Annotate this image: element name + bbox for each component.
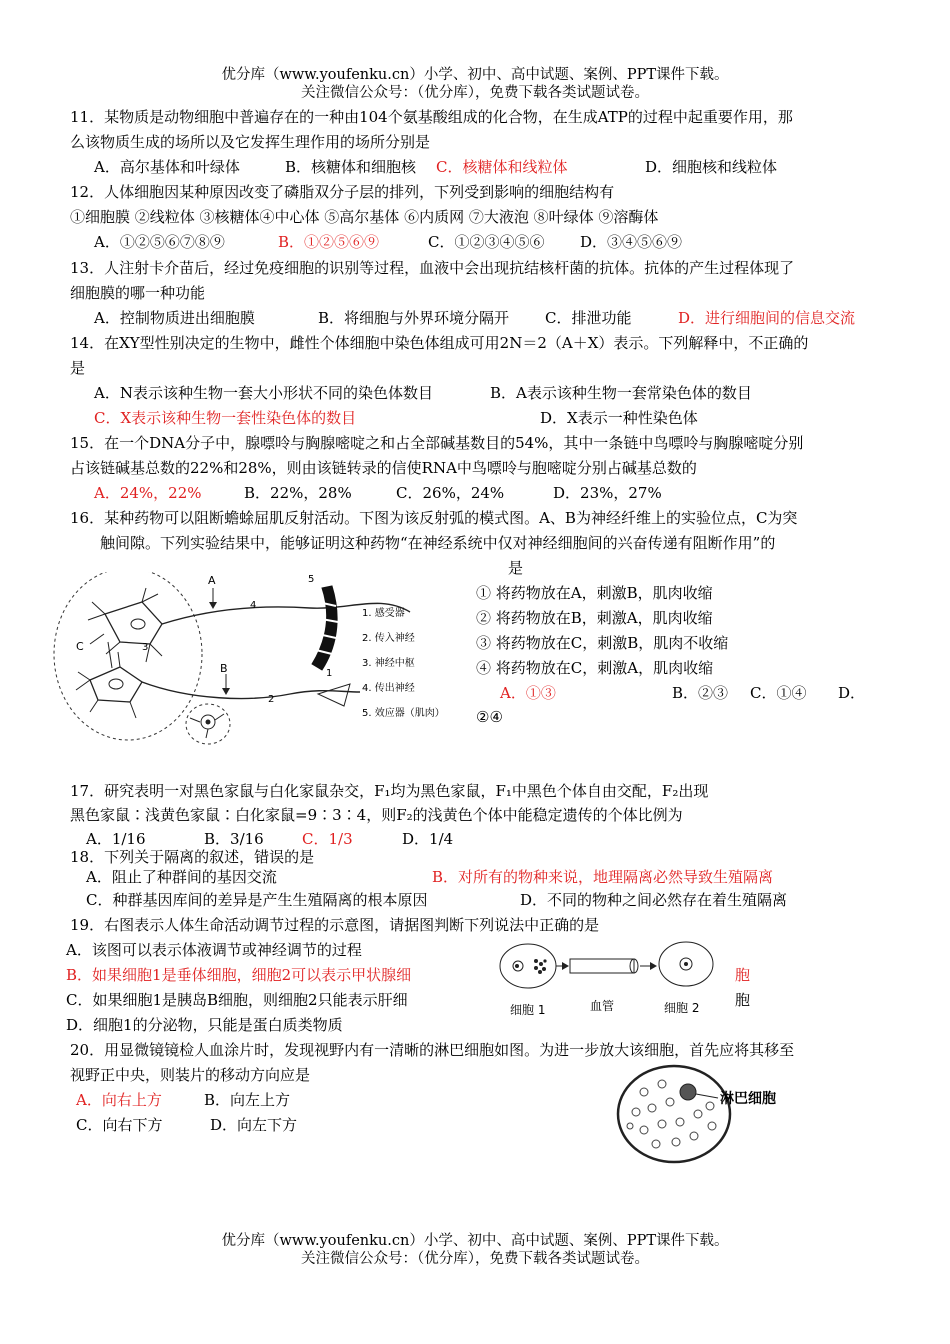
q19-option-a: A．该图可以表示体液调节或神经调节的过程 [66, 941, 362, 959]
label-4: 4 [250, 600, 257, 611]
upper-neuron-dendrites [88, 588, 162, 662]
q13-stem-1: 13．人注射卡介苗后，经过免疫细胞的识别等过程，血液中会出现抗结核杆菌的抗体。抗体的产生过程体现了 [70, 259, 795, 277]
q17-stem-1: 17．研究表明一对黑色家鼠与白化家鼠杂交，F₁均为黑色家鼠，F₁中黑色个体自由交配，F₂出现 [70, 782, 709, 800]
q13-option-b: B．将细胞与外界环境分隔开 [318, 309, 510, 327]
cell-1 [500, 944, 556, 988]
q17-option-a: A．1/16 [86, 830, 146, 848]
label-1: 1 [326, 668, 333, 679]
lower-neuron-body [90, 667, 142, 702]
label-c: C [76, 640, 84, 653]
q18-option-b: B．对所有的物种来说，地理隔离必然导致生殖隔离 [432, 868, 774, 886]
q11-option-b: B．核糖体和细胞核 [285, 158, 417, 176]
q12-option-a: A．①②⑤⑥⑦⑧⑨ [94, 233, 225, 251]
red-blood-cells [627, 1080, 716, 1148]
receptor [318, 684, 350, 706]
q11-option-a: A．高尔基体和叶绿体 [94, 158, 240, 176]
q19-option-c: C．如果细胞1是胰岛B细胞，则细胞2只能表示肝细 [66, 991, 408, 1009]
q14-option-c: C．X表示该种生物一套性染色体的数目 [94, 409, 357, 427]
q14-stem-1: 14．在XY型性别决定的生物中，雌性个体细胞中染色体组成可用2N＝2（A＋X）表示。下列解释中，不正确的 [70, 334, 809, 352]
q20-stem-2: 视野正中央，则装片的移动方向应是 [70, 1066, 311, 1084]
q16-statement-2: ② 将药物放在B，刺激A，肌肉收缩 [476, 609, 713, 627]
header-line-2: 关注微信公众号：（优分库），免费下载各类试题试卷。 [301, 85, 649, 101]
q18-option-a: A．阻止了种群间的基因交流 [86, 868, 277, 886]
q15-option-a: A．24%，22% [94, 484, 202, 502]
q13-option-a: A．控制物质进出细胞膜 [94, 309, 255, 327]
upper-neuron-nucleus [131, 619, 145, 629]
neural-center-ellipse [54, 572, 202, 740]
q12-option-c: C．①②③④⑤⑥ [428, 233, 545, 251]
q15-option-d: D．23%，27% [553, 484, 662, 502]
q15-option-b: B．22%，28% [244, 484, 352, 502]
label-2: 2 [268, 694, 275, 705]
afferent-nerve [142, 682, 360, 698]
q20-option-b: B．向左上方 [204, 1091, 291, 1109]
label-cell-1: 细胞 1 [510, 1003, 546, 1017]
label-cell-2: 细胞 2 [664, 1001, 700, 1015]
q16-stem-2: 触间隙。下列实验结果中，能够证明这种药物“在神经系统中仅对神经细胞间的兴奋传递有阻断作用”的 [100, 534, 776, 552]
blood-vessel [570, 959, 634, 973]
q12-option-d: D．③④⑤⑥⑨ [580, 233, 683, 251]
q12-items: ①细胞膜 ②线粒体 ③核糖体④中心体 ⑤高尔基体 ⑥内质网 ⑦大液泡 ⑧叶绿体 ⑨溶酶体 [70, 208, 659, 226]
q19-stem: 19．右图表示人体生命活动调节过程的示意图，请据图判断下列说法中正确的是 [70, 916, 600, 934]
upper-neuron-body [105, 602, 162, 644]
q15-stem-2: 占该链碱基总数的22%和28%，则由该链转录的信使RNA中鸟嘌呤与胞嘧啶分别占碱基总数的 [70, 459, 697, 477]
q18-stem: 18．下列关于隔离的叙述，错误的是 [70, 848, 315, 866]
legend-4: 4. 传出神经 [362, 683, 415, 694]
q15-option-c: C．26%，24% [396, 484, 505, 502]
q17-option-d: D．1/4 [402, 830, 454, 848]
label-lymphocyte: 淋巴细胞 [720, 1091, 776, 1107]
q16-option-d: D． [838, 684, 866, 702]
q14-option-a: A．N表示该种生物一套大小形状不同的染色体数目 [94, 384, 433, 402]
q16-statement-1: ① 将药物放在A，刺激B，肌肉收缩 [476, 584, 713, 602]
q18-option-c: C．种群基因库间的差异是产生生殖隔离的根本原因 [86, 891, 428, 909]
q20-stem-1: 20．用显微镜镜检人血涂片时，发现视野内有一清晰的淋巴细胞如图。为进一步放大该细胞，首先应将其移至 [70, 1041, 795, 1059]
label-5: 5 [308, 574, 315, 585]
q16-stem-1: 16．某种药物可以阻断蟾蜍屈肌反射活动。下图为该反射弧的模式图。A、B为神经纤维上的实验位点，C为突 [70, 509, 798, 527]
q11-stem-1: 11．某物质是动物细胞中普遍存在的一种由104个氨基酸组成的化合物，在生成ATP的过程中起重要作用，那 [70, 108, 793, 126]
q16-option-d-cont: ②④ [476, 708, 503, 726]
lower-neuron-nucleus [109, 679, 123, 689]
q15-stem-1: 15．在一个DNA分子中，腺嘌呤与胸腺嘧啶之和占全部碱基数目的54%，其中一条链中鸟嘌呤与胸腺嘧啶分别 [70, 434, 804, 452]
reflex-arc-diagram [50, 572, 460, 752]
q20-option-c: C．向右下方 [76, 1116, 163, 1134]
header-line-1: 优分库（www.youfenku.cn）小学、初中、高中试题、案例、PPT课件下载。 [221, 67, 729, 83]
q16-statement-4: ④ 将药物放在C，刺激A，肌肉收缩 [476, 659, 714, 677]
lymphocyte [680, 1084, 696, 1100]
pointer-c [90, 634, 104, 644]
label-vessel: 血管 [590, 999, 615, 1013]
q19-option-b: B．如果细胞1是垂体细胞，细胞2可以表示甲状腺细 [66, 966, 412, 984]
label-3: 3 [142, 642, 149, 653]
legend-2: 2. 传入神经 [362, 633, 415, 644]
q18-option-d: D．不同的物种之间必然存在着生殖隔离 [520, 891, 788, 909]
lower-neuron-dendrites [76, 652, 136, 718]
footer-line-2: 关注微信公众号：（优分库），免费下载各类试题试卷。 [301, 1251, 649, 1267]
q16-option-a: A．①③ [500, 684, 556, 702]
footer-line-1: 优分库（www.youfenku.cn）小学、初中、高中试题、案例、PPT课件下载。 [221, 1233, 729, 1249]
field-of-view [618, 1066, 730, 1162]
q11-stem-2: 么该物质生成的场所以及它发挥生理作用的场所分别是 [70, 133, 431, 151]
q19-option-b-end: 胞 [735, 966, 751, 984]
legend-3: 3. 神经中枢 [362, 658, 415, 669]
q11-option-c: C．核糖体和线粒体 [436, 158, 568, 176]
q11-option-d: D．细胞核和线粒体 [645, 158, 778, 176]
q20-option-d: D．向左下方 [210, 1116, 298, 1134]
q16-option-b: B．②③ [672, 684, 729, 702]
q13-stem-2: 细胞膜的哪一种功能 [70, 284, 206, 302]
q17-option-b: B．3/16 [204, 830, 264, 848]
hormone-diagram [498, 940, 728, 1020]
legend-5: 5. 效应器（肌肉） [362, 708, 445, 719]
q16-stem-3: 是 [508, 559, 524, 577]
microscope-field-diagram [614, 1064, 804, 1164]
q16-option-c: C．①④ [750, 684, 807, 702]
q19-option-c-end: 胞 [735, 991, 751, 1009]
secretion-granules [534, 959, 547, 974]
q17-stem-2: 黑色家鼠∶浅黄色家鼠∶白化家鼠=9∶3∶4，则F₂的浅黄色个体中能稳定遗传的个体比例为 [70, 806, 683, 824]
label-a: A [208, 574, 216, 587]
legend-1: 1. 感受器 [362, 608, 405, 619]
label-b: B [220, 662, 228, 675]
interneuron-link [108, 642, 112, 668]
q13-option-c: C．排泄功能 [545, 309, 632, 327]
q12-option-b: B．①②⑤⑥⑨ [278, 233, 380, 251]
q14-option-b: B．A表示该种生物一套常染色体的数目 [490, 384, 752, 402]
q14-option-d: D．X表示一种性染色体 [540, 409, 698, 427]
q13-option-d: D．进行细胞间的信息交流 [678, 309, 856, 327]
lymphocyte-pointer [696, 1094, 718, 1098]
q14-stem-2: 是 [70, 359, 86, 377]
q19-option-d: D．细胞1的分泌物，只能是蛋白质类物质 [66, 1016, 343, 1034]
effector-muscle [312, 586, 337, 670]
q17-option-c: C．1/3 [302, 830, 353, 848]
q16-statement-3: ③ 将药物放在C，刺激B，肌肉不收缩 [476, 634, 729, 652]
q12-stem: 12．人体细胞因某种原因改变了磷脂双分子层的排列，下列受到影响的细胞结构有 [70, 183, 615, 201]
q20-option-a: A．向右上方 [76, 1091, 162, 1109]
